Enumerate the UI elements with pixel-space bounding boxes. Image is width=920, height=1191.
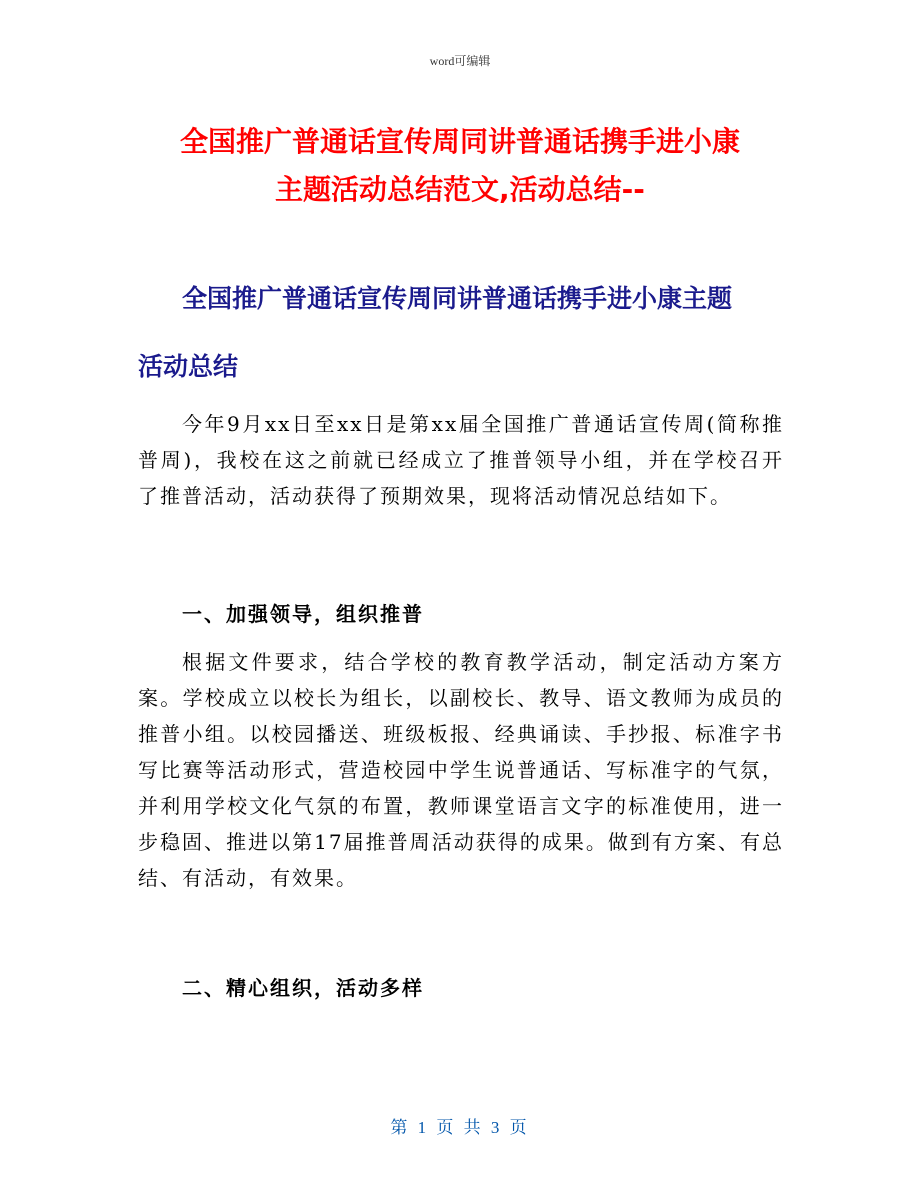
section-1-heading: 一、加强领导，组织推普: [182, 602, 424, 626]
document-title-line-1: 全国推广普通话宣传周同讲普通话携手进小康: [179, 125, 740, 158]
document-title-line-2: 主题活动总结范文,活动总结--: [275, 173, 645, 206]
document-title: [100, 118, 820, 214]
subtitle-line-1: 全国推广普通话宣传周同讲普通话携手进小康主题: [182, 284, 733, 313]
section-2-heading: 二、精心组织，活动多样: [182, 976, 424, 1000]
intro-paragraph: 今年9月xx日至xx日是第xx届全国推广普通话宣传周(简称推普周)，我校在这之前就已经成立了推普领导小组，并在学校召开了推普活动，活动获得了预期效果，现将活动情况总结如下。: [138, 412, 784, 508]
subtitle-line-2: 活动总结: [138, 352, 239, 381]
page-indicator: 第 1 页 共 3 页: [390, 1118, 530, 1137]
header-note: word可编辑: [429, 54, 491, 68]
section-1-paragraph: 根据文件要求，结合学校的教育教学活动，制定活动方案方案。学校成立以校长为组长，以副校长、教导、语文教师为成员的推普小组。以校园播送、班级板报、经典诵读、手抄报、标准字书写比赛等活动形式，营造校园中学生说普通话、写标准字的气氛，并利用学校文化气氛的布置，教师课堂语言文字的标准使用，进一步稳固、推进以第17届推普周活动获得的成果。做到有方案、有总结、有活动，有效果。: [138, 650, 784, 890]
